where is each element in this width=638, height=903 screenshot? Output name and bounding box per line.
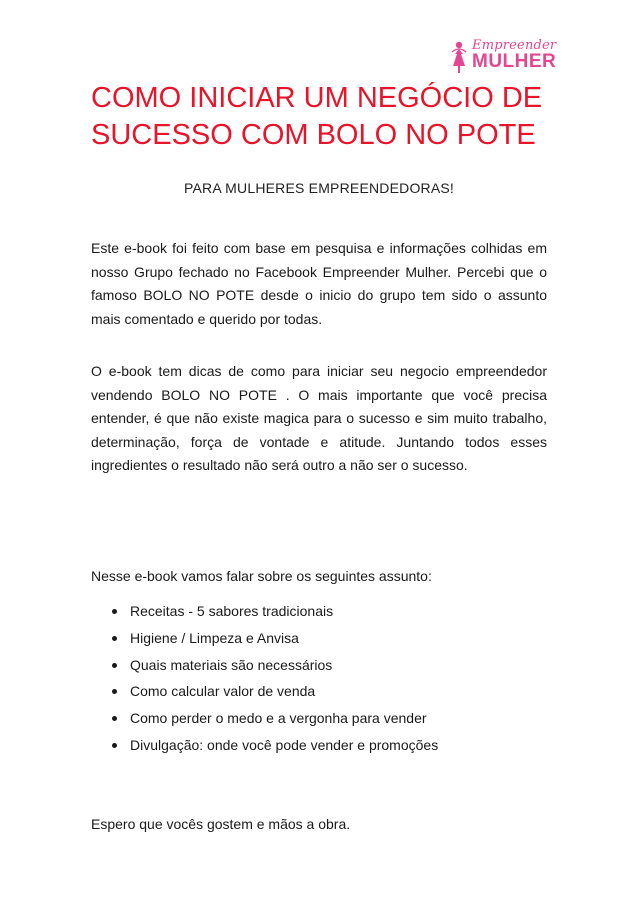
list-item: Como calcular valor de venda — [91, 678, 438, 705]
intro-paragraph: Este e-book foi feito com base em pesquisa e informações colhidas em nosso Grupo fechado no Facebook Empreender Mulher. Percebi que o famoso BOLO NO POTE desde o inicio do grupo tem sido o assunto mais comentado e querido por todas. — [91, 240, 547, 327]
page-title: COMO INICIAR UM NEGÓCIO DE SUCESSO COM BOLO NO POTE — [91, 82, 543, 151]
brand-logo — [450, 38, 557, 78]
topics-list — [91, 598, 438, 759]
list-item: Divulgação: onde você pode vender e promoções — [91, 732, 438, 759]
logo-main-text: MULHER — [472, 51, 557, 72]
topics-intro-paragraph: Nesse e-book vamos falar sobre os seguintes assunto: — [91, 568, 432, 584]
list-item: Quais materiais são necessários — [91, 652, 438, 679]
logo-script-text: Empreender — [472, 38, 557, 53]
body-paragraph: O e-book tem dicas de como para iniciar seu negocio empreendedor vendendo BOLO NO POTE . O mais importante que você precisa entender, é que não existe magica para o sucesso e sim muito trabalho, determinação, força de vontade e atitude. Juntando todos esses ingredientes o resultado não será outro a não ser o sucesso. — [91, 363, 547, 474]
woman-silhouette-icon — [450, 40, 468, 74]
closing-paragraph: Espero que vocês gostem e mãos a obra. — [91, 816, 351, 832]
list-item: Receitas - 5 sabores tradicionais — [91, 598, 438, 625]
list-item: Higiene / Limpeza e Anvisa — [91, 625, 438, 652]
list-item: Como perder o medo e a vergonha para vender — [91, 705, 438, 732]
page-subtitle: PARA MULHERES EMPREENDEDORAS! — [183, 180, 455, 196]
